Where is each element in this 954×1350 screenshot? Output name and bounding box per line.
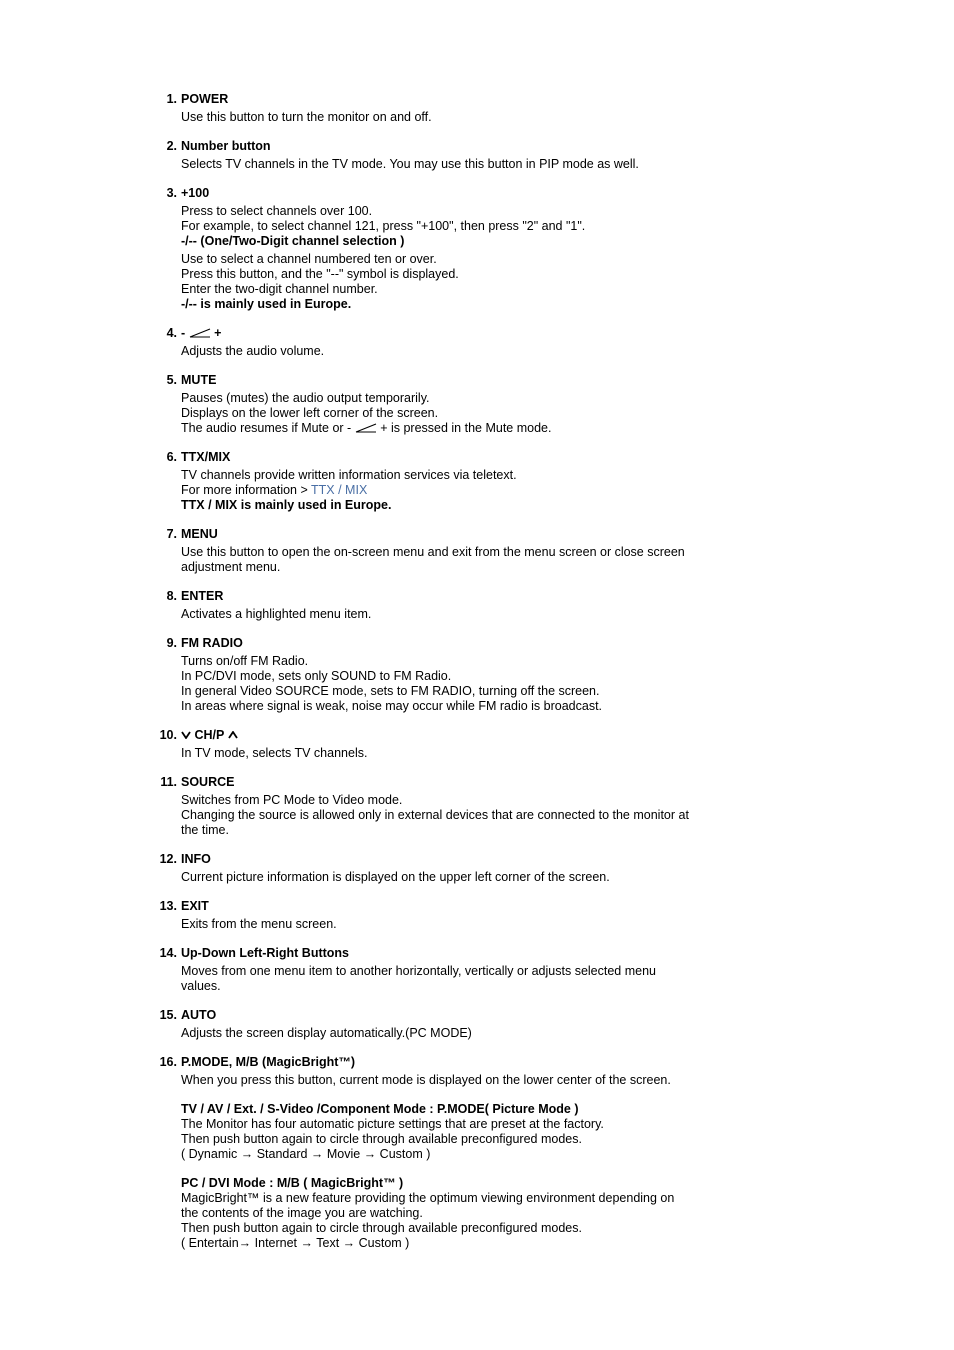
item-note: TTX / MIX is mainly used in Europe.: [181, 498, 392, 512]
item-title: MENU: [181, 527, 218, 541]
document: [0, 92, 954, 1265]
list-item-mute: [0, 373, 954, 436]
item-subtitle: -/-- (One/Two-Digit channel selection ): [181, 234, 405, 248]
item-line: Activates a highlighted menu item.: [181, 607, 372, 621]
item-line: Use to select a channel numbered ten or over.: [181, 252, 437, 266]
list-item-volume: [0, 326, 954, 359]
item-number: 15.: [159, 1008, 177, 1022]
volume-minus: -: [181, 326, 186, 340]
item-line: Turns on/off FM Radio.: [181, 654, 309, 668]
item-title: Number button: [181, 139, 271, 153]
item-title: Up-Down Left-Right Buttons: [181, 946, 350, 960]
list-item-plus-100: [0, 186, 954, 312]
item-title: P.MODE, M/B (MagicBright™): [181, 1055, 356, 1069]
item-title: TTX/MIX: [181, 450, 231, 464]
item-line: values.: [181, 979, 221, 993]
item-line: Enter the two-digit channel number.: [181, 282, 378, 296]
item-number: 13.: [159, 899, 177, 913]
item-number: 4.: [166, 326, 177, 340]
item-line: Moves from one menu item to another horizontally, vertically or adjusts selected menu: [181, 964, 656, 978]
list-item-direction-buttons: [0, 946, 954, 994]
item-title: ENTER: [181, 589, 224, 603]
item-number: 16.: [159, 1055, 177, 1069]
item-number: 14.: [159, 946, 177, 960]
volume-icon: [355, 423, 377, 433]
mute-line-text: The audio resumes if Mute or -: [181, 421, 352, 435]
more-info-text: For more information >: [181, 483, 312, 497]
list-item-menu: [0, 527, 954, 575]
item-number: 10.: [159, 728, 177, 742]
item-number: 5.: [166, 373, 177, 387]
volume-plus: +: [214, 326, 222, 340]
item-number: 3.: [166, 186, 177, 200]
item-line: adjustment menu.: [181, 560, 281, 574]
list-item-info: [0, 852, 954, 885]
item-line: Press to select channels over 100.: [181, 204, 373, 218]
item-title-volume: [181, 326, 721, 341]
list-item-fm-radio: [0, 636, 954, 714]
item-note: -/-- is mainly used in Europe.: [181, 297, 352, 311]
section-heading-magicbright: PC / DVI Mode : M/B ( MagicBright™ ): [181, 1176, 404, 1190]
item-line: ( Entertain→ Internet → Text → Custom ): [181, 1236, 410, 1250]
list-item-p-mode: [0, 1055, 954, 1251]
item-number: 12.: [159, 852, 177, 866]
item-line: For example, to select channel 121, press "+100", then press "2" and "1".: [181, 219, 586, 233]
item-line: Use this button to open the on-screen menu and exit from the menu screen or close screen: [181, 545, 685, 559]
item-title: MUTE: [181, 373, 217, 387]
item-title: POWER: [181, 92, 229, 106]
chevron-down-icon: [181, 731, 191, 739]
list-item-exit: [0, 899, 954, 932]
item-number: 7.: [166, 527, 177, 541]
item-number: 8.: [166, 589, 177, 603]
item-line: the time.: [181, 823, 229, 837]
item-line: Selects TV channels in the TV mode. You may use this button in PIP mode as well.: [181, 157, 639, 171]
item-line: Then push button again to circle through available preconfigured modes.: [181, 1221, 582, 1235]
item-line: In PC/DVI mode, sets only SOUND to FM Radio.: [181, 669, 452, 683]
item-line: Pauses (mutes) the audio output temporarily.: [181, 391, 430, 405]
section-heading-picture-mode: TV / AV / Ext. / S-Video /Component Mode : P.MODE( Picture Mode ): [181, 1102, 579, 1116]
item-line: Changing the source is allowed only in external devices that are connected to the monitor at: [181, 808, 689, 822]
item-line: Press this button, and the "--" symbol is displayed.: [181, 267, 459, 281]
item-line-mute-resume: [181, 421, 721, 436]
item-line: TV channels provide written information services via teletext.: [181, 468, 517, 482]
item-number: 11.: [160, 775, 177, 789]
chevron-up-icon: [228, 731, 238, 739]
item-line: When you press this button, current mode is displayed on the lower center of the screen.: [181, 1073, 671, 1087]
item-line: Adjusts the screen display automatically.(PC MODE): [181, 1026, 472, 1040]
item-line: In general Video SOURCE mode, sets to FM RADIO, turning off the screen.: [181, 684, 600, 698]
ttx-mix-link[interactable]: TTX / MIX: [311, 483, 368, 497]
item-line: In areas where signal is weak, noise may occur while FM radio is broadcast.: [181, 699, 603, 713]
item-line-more-info: [181, 483, 721, 498]
item-number: 6.: [166, 450, 177, 464]
item-title: AUTO: [181, 1008, 217, 1022]
list-item-source: [0, 775, 954, 838]
list-item-auto: [0, 1008, 954, 1041]
item-number: 9.: [166, 636, 177, 650]
volume-icon: [189, 328, 211, 338]
item-title-ch-p: [181, 728, 721, 743]
item-line: The Monitor has four automatic picture settings that are preset at the factory.: [181, 1117, 604, 1131]
list-item-enter: [0, 589, 954, 622]
list-item-ch-p: [0, 728, 954, 761]
item-number: 1.: [166, 92, 177, 106]
list-item-number-button: [0, 139, 954, 172]
item-title: INFO: [181, 852, 211, 866]
item-line: Use this button to turn the monitor on and off.: [181, 110, 432, 124]
item-line: Adjusts the audio volume.: [181, 344, 325, 358]
item-line: Displays on the lower left corner of the screen.: [181, 406, 439, 420]
item-line: Then push button again to circle through available preconfigured modes.: [181, 1132, 582, 1146]
list-item-power: [0, 92, 954, 125]
item-title: FM RADIO: [181, 636, 243, 650]
item-line: In TV mode, selects TV channels.: [181, 746, 368, 760]
item-line: Switches from PC Mode to Video mode.: [181, 793, 403, 807]
mute-line-text: + is pressed in the Mute mode.: [380, 421, 552, 435]
ch-p-label: CH/P: [194, 728, 225, 742]
item-title: SOURCE: [181, 775, 235, 789]
item-number: 2.: [166, 139, 177, 153]
item-title: EXIT: [181, 899, 209, 913]
item-line: Current picture information is displayed on the upper left corner of the screen.: [181, 870, 610, 884]
item-line: the contents of the image you are watching.: [181, 1206, 423, 1220]
item-title: +100: [181, 186, 210, 200]
item-line: MagicBright™ is a new feature providing the optimum viewing environment depending on: [181, 1191, 675, 1205]
list-item-ttx-mix: [0, 450, 954, 513]
item-line: Exits from the menu screen.: [181, 917, 337, 931]
item-line: ( Dynamic → Standard → Movie → Custom ): [181, 1147, 431, 1161]
